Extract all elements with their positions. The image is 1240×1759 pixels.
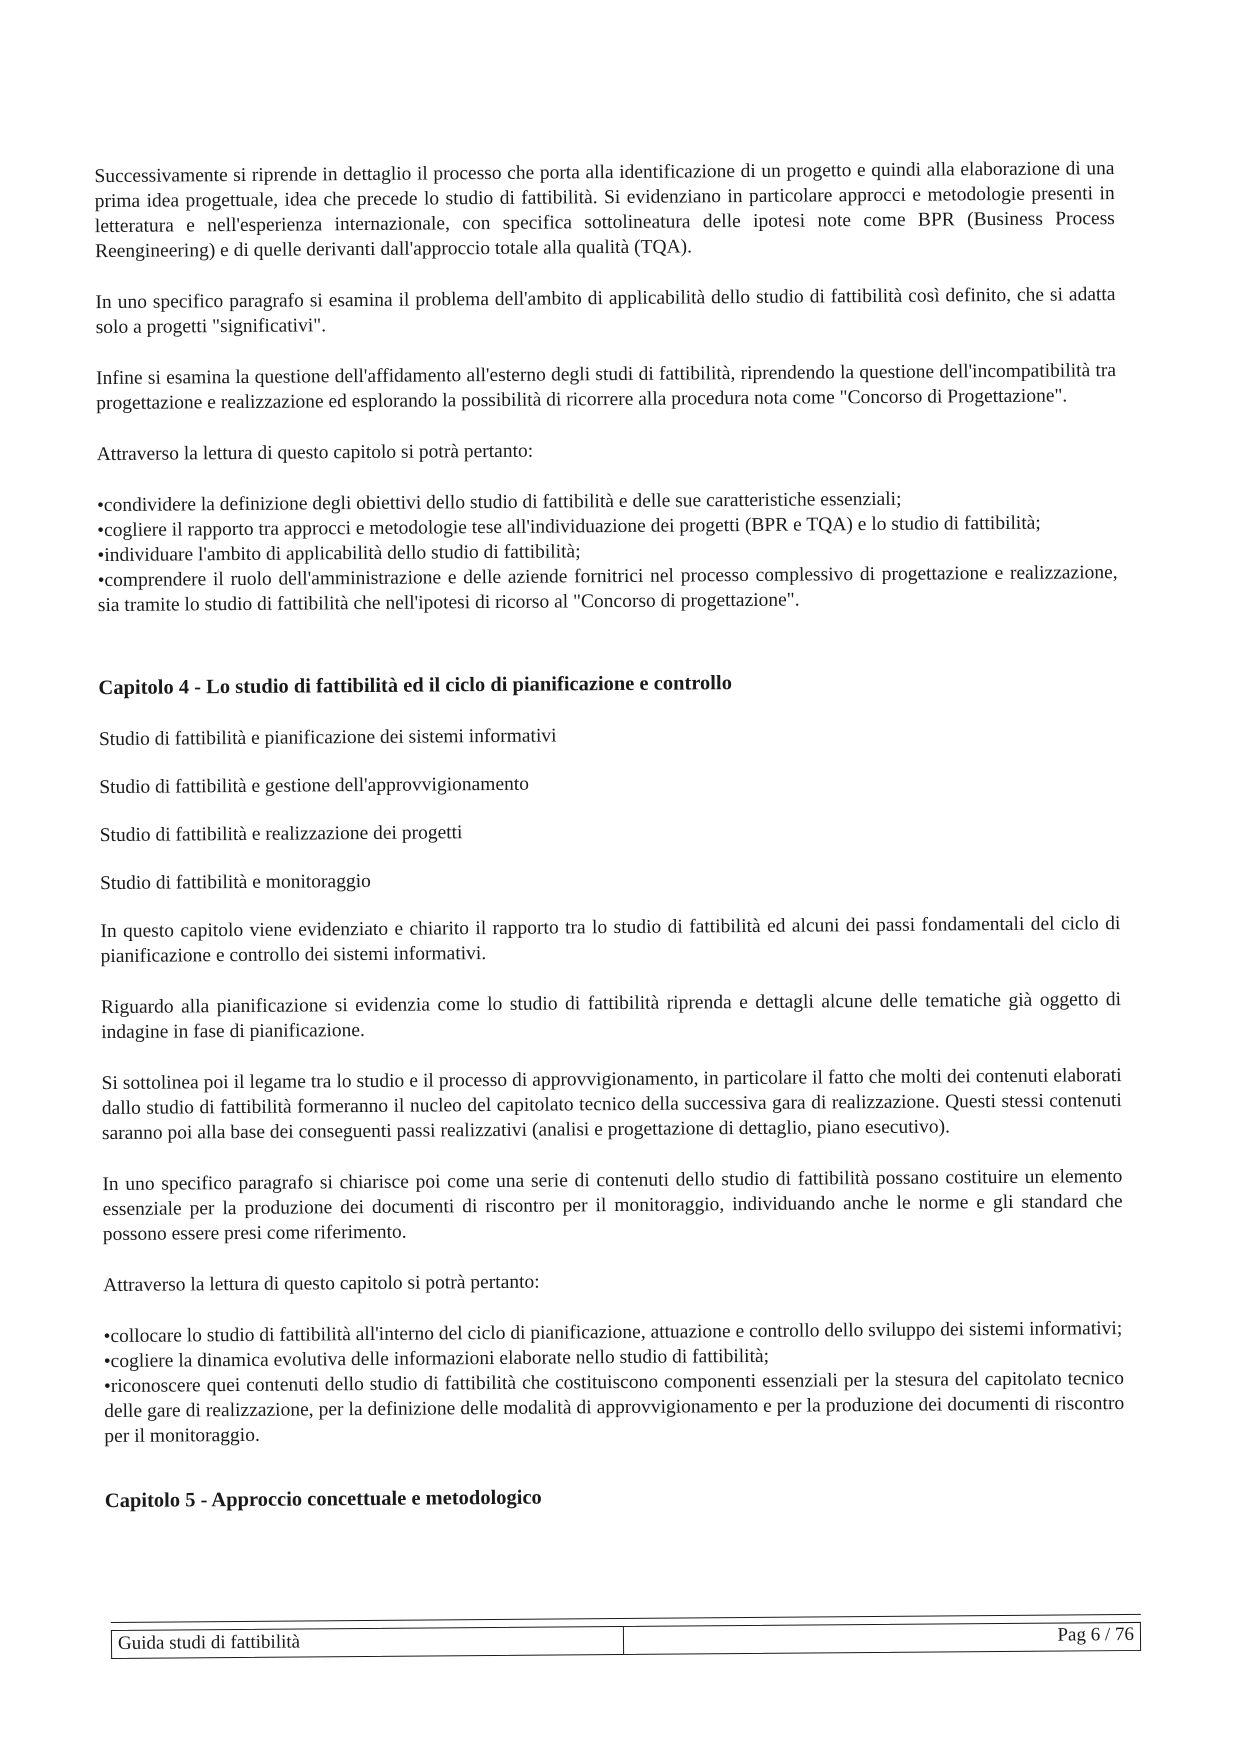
paragraph: In questo capitolo viene evidenziato e chiarito il rapporto tra lo studio di fattibilità ed alcuni dei passi fondamentali del ciclo di pianificazione e controllo dei sistemi informativi. xyxy=(100,913,1121,968)
list-item: •cogliere la dinamica evolutiva delle informazioni elaborate nello studio di fattibilità; xyxy=(103,1345,770,1373)
paragraph: Si sottolinea poi il legame tra lo studio e il processo di approvvigionamento, in particolare il fatto che molti dei contenuti elaborati dallo studio di fattibilità formeranno il nucleo del capitolato tecnico della successiva gara di realizzazione. Questi stessi contenuti saranno poi alla base dei conseguenti passi realizzativi (analisi e progettazione di dettaglio, piano esecutivo). xyxy=(101,1065,1122,1145)
paragraph: Riguardo alla pianificazione si evidenzia come lo studio di fattibilità riprenda e dettagli alcune delle tematiche già oggetto di indagine in fase di pianificazione. xyxy=(100,989,1122,1044)
paragraph: Attraverso la lettura di questo capitolo si potrà pertanto: xyxy=(103,1271,540,1297)
paragraph: Attraverso la lettura di questo capitolo si potrà pertanto: xyxy=(96,440,534,466)
page-footer xyxy=(111,1622,1141,1659)
footer-page-number: Pag 6 / 76 xyxy=(1057,1623,1135,1646)
list-item: •riconoscere quei contenuti dello studio di fattibilità che costituiscono componenti essenziali per la stesura del capitolato tecnico delle gare di realizzazione, per la definizione delle modalità di approvvigionamento e per la produzione dei documenti di riscontro per il monitoraggio. xyxy=(103,1368,1125,1448)
subsection-title: Studio di fattibilità e monitoraggio xyxy=(99,870,371,895)
chapter-heading: Capitolo 4 - Lo studio di fattibilità ed il ciclo di pianificazione e controllo xyxy=(98,672,732,700)
subsection-title: Studio di fattibilità e pianificazione dei sistemi informativi xyxy=(98,725,557,751)
list-item: •cogliere il rapporto tra approcci e metodologie tese all'individuazione dei progetti (BPR e TQA) e lo studio di fattibilità; xyxy=(97,512,1041,542)
paragraph: Infine si esamina la questione dell'affidamento all'esterno degli studi di fattibilità, riprendendo la questione dell'incompatibilità tra progettazione e realizzazione ed esplorando la possibilità di ricorrere alla procedura nota come "Concorso di Progettazione". xyxy=(95,360,1117,415)
subsection-title: Studio di fattibilità e gestione dell'approvvigionamento xyxy=(99,773,530,799)
paragraph: In uno specifico paragrafo si chiarisce poi come una serie di contenuti dello studio di fattibilità possano costituire un elemento essenziale per la produzione dei documenti di riscontro per il monitoraggio, individuando anche le norme e gli standard che possono essere presi come riferimento. xyxy=(102,1166,1123,1246)
list-item: •collocare lo studio di fattibilità all'interno del ciclo di pianificazione, attuazione e controllo dello sviluppo dei sistemi informativi; xyxy=(103,1318,1123,1348)
list-item: •condividere la definizione degli obiettivi dello studio di fattibilità e delle sue caratteristiche essenziali; xyxy=(96,488,902,517)
paragraph: Successivamente si riprende in dettaglio il processo che porta alla identificazione di un progetto e quindi alla elaborazione di una prima idea progettuale, idea che precede lo studio di fattibilità. Si evidenziano in particolare approcci e metodologie presenti in letteratura e nell'esperienza internazionale, con specifica sottolineatura delle ipotesi note come BPR (Business Process Reengineering) e di quelle derivanti dall'approccio totale alla qualità (TQA). xyxy=(94,158,1115,263)
list-item: •comprendere il ruolo dell'amministrazione e delle aziende fornitrici nel processo complessivo di progettazione e realizzazione, sia tramite lo studio di fattibilità che nell'ipotesi di ricorso al "Concorso di progettazione". xyxy=(97,562,1118,617)
bullet-list xyxy=(103,1316,1124,1449)
footer-doc-title: Guida studi di fattibilità xyxy=(112,1627,624,1658)
paragraph: In uno specifico paragrafo si esamina il problema dell'ambito di applicabilità dello studio di fattibilità così definito, che si adatta solo a progetti "significativi". xyxy=(95,284,1116,339)
subsection-title: Studio di fattibilità e realizzazione dei progetti xyxy=(99,822,463,847)
page-content xyxy=(94,156,1125,1514)
footer-rule xyxy=(111,1614,1141,1623)
bullet-list xyxy=(97,485,1118,618)
chapter-heading: Capitolo 5 - Approccio concettuale e metodologico xyxy=(104,1486,542,1513)
list-item: •individuare l'ambito di applicabilità dello studio di fattibilità; xyxy=(97,541,581,567)
